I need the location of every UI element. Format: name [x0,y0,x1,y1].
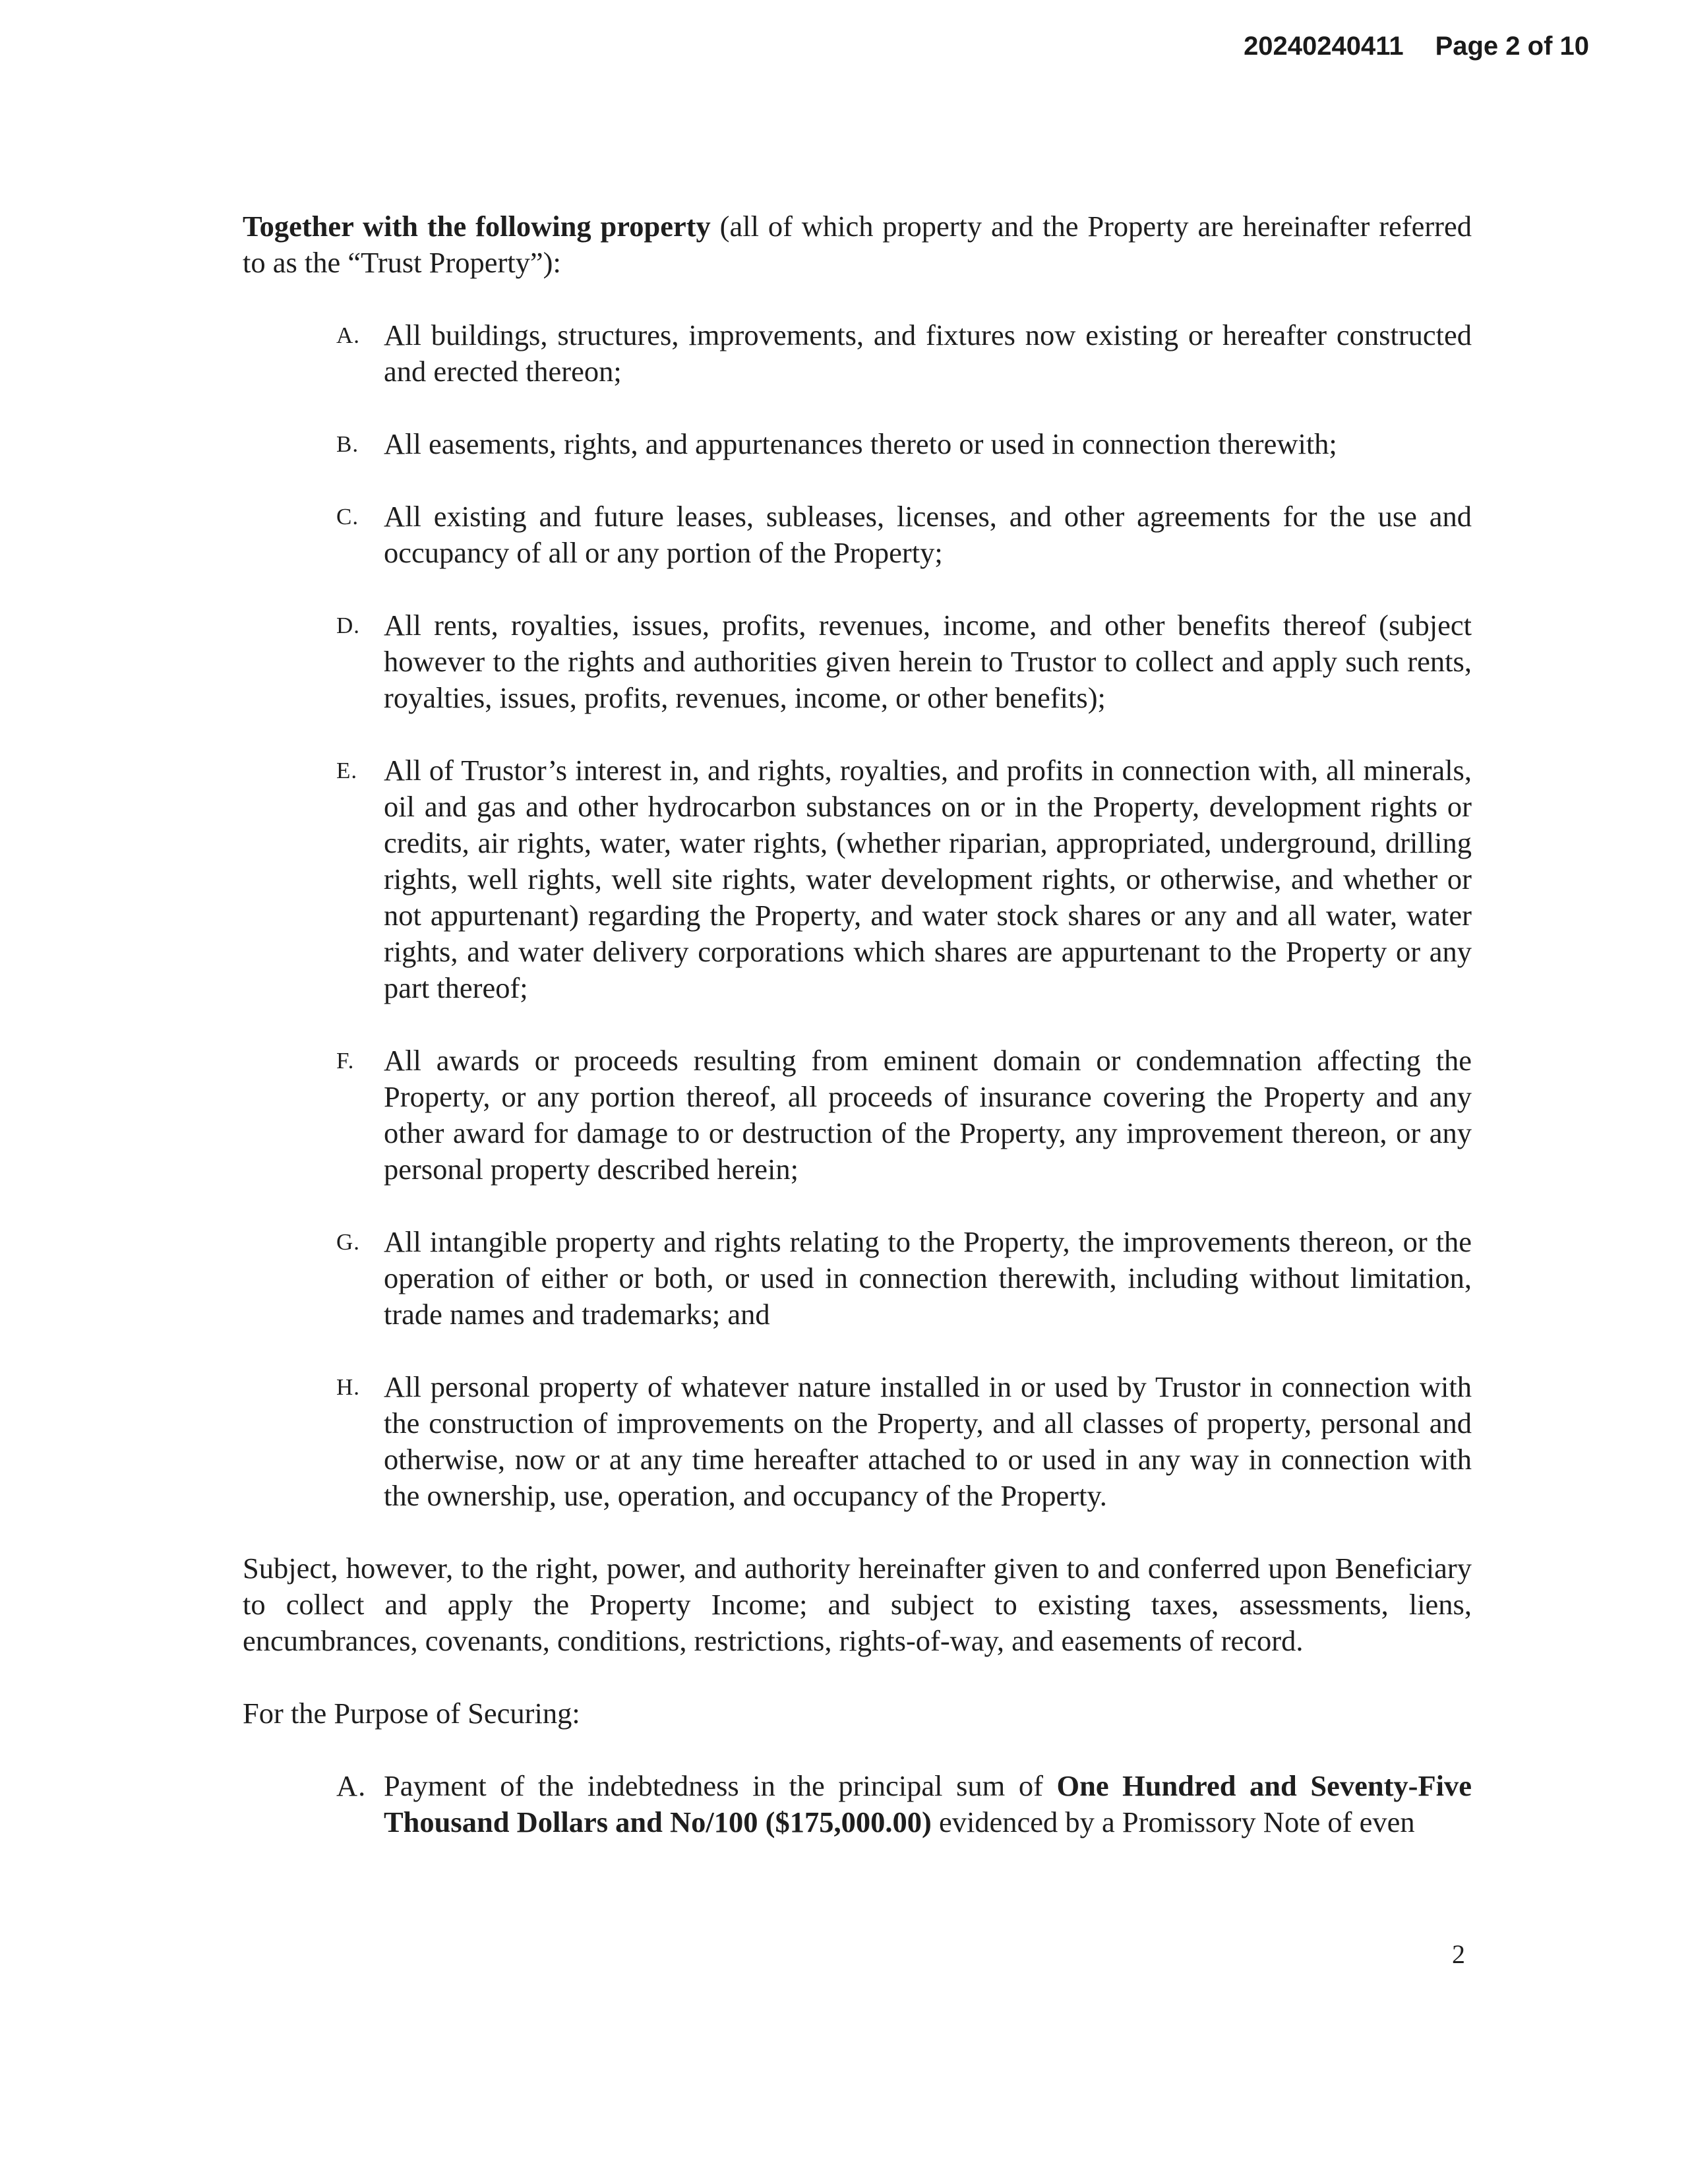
intro-rest: (all of which property and the Property are hereinafter referred to as the “Trust Property”): [243,210,1472,279]
item-text: All rents, royalties, issues, profits, revenues, income, and other benefits thereof (subject however to the rights and authorities given herein to Trustor to collect and apply such rents, royalties, issues, profits, revenues, income, or other benefits); [384,609,1472,714]
item-text: All existing and future leases, subleases, licenses, and other agreements for the use and occupancy of all or any portion of the Property; [384,500,1472,569]
list-item [243,1369,1472,1514]
item-letter: C. [336,504,359,530]
page-reference: Page 2 of 10 [1435,32,1589,61]
list-item [243,752,1472,1006]
list-item [243,1768,1472,1840]
intro-paragraph [243,208,1472,281]
document-body [243,208,1472,1840]
item-text [384,1768,1472,1840]
page-number: 2 [1452,1939,1465,1969]
item-letter: H. [336,1374,361,1400]
item-letter: G. [336,1229,361,1255]
purpose-list [243,1768,1472,1840]
list-item [243,607,1472,716]
list-item [243,317,1472,390]
list-item [243,1224,1472,1333]
item-text: All of Trustor’s interest in, and rights, royalties, and profits in connection with, all minerals, oil and gas and other hydrocarbon substances on or in the Property, development rights or credits, air rights, water, water rights, (whether riparian, appropriated, underground, drilling rights, well rights, well site rights, water development rights, or otherwise, and whether or not appurtenant) regarding the Property, and water stock shares or any and all water, water rights, and water delivery corporations which shares are appurtenant to the Property or any part thereof; [384,754,1472,1004]
document-number: 20240240411 [1244,32,1404,61]
item-letter: F. [336,1048,355,1074]
item-letter: B. [336,431,359,457]
purpose-item-pre: Payment of the indebtedness in the principal sum of [384,1769,1057,1802]
item-text: All easements, rights, and appurtenances thereto or used in connection therewith; [384,427,1337,460]
item-letter: A. [336,322,361,348]
property-list [243,317,1472,1514]
item-letter: D. [336,613,361,638]
list-item [243,499,1472,571]
list-item [243,426,1472,462]
closing-paragraph: Subject, however, to the right, power, and authority hereinafter given to and conferred upon Beneficiary to collect and apply the Property Income; and subject to existing taxes, assessments, liens, encumbrances, covenants, conditions, restrictions, rights-of-way, and easements of record. [243,1552,1472,1657]
page-header [1244,32,1589,61]
item-text: All intangible property and rights relating to the Property, the improvements thereon, or the operation of either or both, or used in connection therewith, including without limitation, trade names and trademarks; and [384,1225,1472,1331]
purpose-heading: For the Purpose of Securing: [243,1697,580,1730]
principal-amount: One Hundred and Seventy-Five Thousand Dollars and No/100 ($175,000.00) [384,1769,1472,1838]
item-letter: A. [336,1769,367,1802]
item-letter: E. [336,758,358,783]
intro-bold-lead: Together with the following property [243,210,711,243]
item-text: All awards or proceeds resulting from eminent domain or condemnation affecting the Property, or any portion thereof, all proceeds of insurance covering the Property and any other award for damage to or destruction of the Property, any improvement thereon, or any personal property described herein; [384,1044,1472,1186]
item-text: All buildings, structures, improvements, and fixtures now existing or hereafter constructed and erected thereon; [384,318,1472,388]
purpose-item-post: evidenced by a Promissory Note of even [931,1805,1415,1838]
item-text: All personal property of whatever nature installed in or used by Trustor in connection with the construction of improvements on the Property, and all classes of property, personal and otherwise, now or at any time hereafter attached to or used in any way in connection with the ownership, use, operation, and occupancy of the Property. [384,1370,1472,1512]
list-item [243,1043,1472,1188]
